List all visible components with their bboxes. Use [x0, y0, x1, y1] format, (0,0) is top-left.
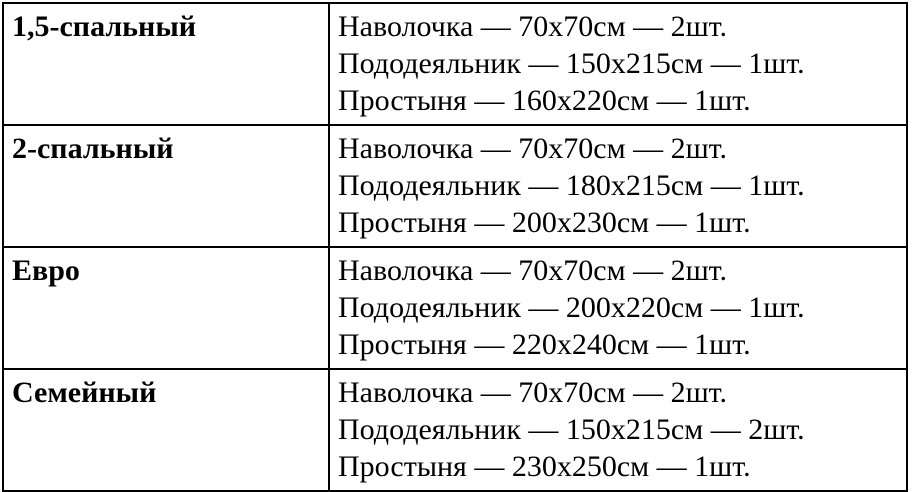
table-row	[3, 3, 907, 125]
size-name: 1,5-спальный	[3, 3, 329, 125]
item-line: Простыня — 220x240см — 1шт.	[338, 328, 751, 361]
item-line: Пододеяльник — 200x220см — 1шт.	[338, 291, 805, 324]
size-name: 2-спальный	[3, 125, 329, 247]
item-line: Пододеяльник — 150x215см — 2шт.	[338, 413, 805, 446]
item-line: Наволочка — 70x70см — 2шт.	[338, 254, 728, 287]
table-row	[3, 247, 907, 369]
item-line: Простыня — 230x250см — 1шт.	[338, 450, 751, 483]
item-line: Наволочка — 70x70см — 2шт.	[338, 10, 728, 43]
item-line: Пододеяльник — 180x215см — 1шт.	[338, 169, 805, 202]
table-row	[3, 125, 907, 247]
items-cell	[329, 3, 907, 125]
item-line: Наволочка — 70x70см — 2шт.	[338, 132, 728, 165]
size-name: Евро	[3, 247, 329, 369]
items-cell	[329, 247, 907, 369]
item-line: Простыня — 200x230см — 1шт.	[338, 206, 751, 239]
item-line: Наволочка — 70x70см — 2шт.	[338, 376, 728, 409]
items-cell	[329, 369, 907, 491]
size-name: Семейный	[3, 369, 329, 491]
items-cell	[329, 125, 907, 247]
bedding-sizes-table	[2, 2, 908, 492]
item-line: Простыня — 160x220см — 1шт.	[338, 84, 751, 117]
item-line: Пододеяльник — 150x215см — 1шт.	[338, 47, 805, 80]
table-row	[3, 369, 907, 491]
